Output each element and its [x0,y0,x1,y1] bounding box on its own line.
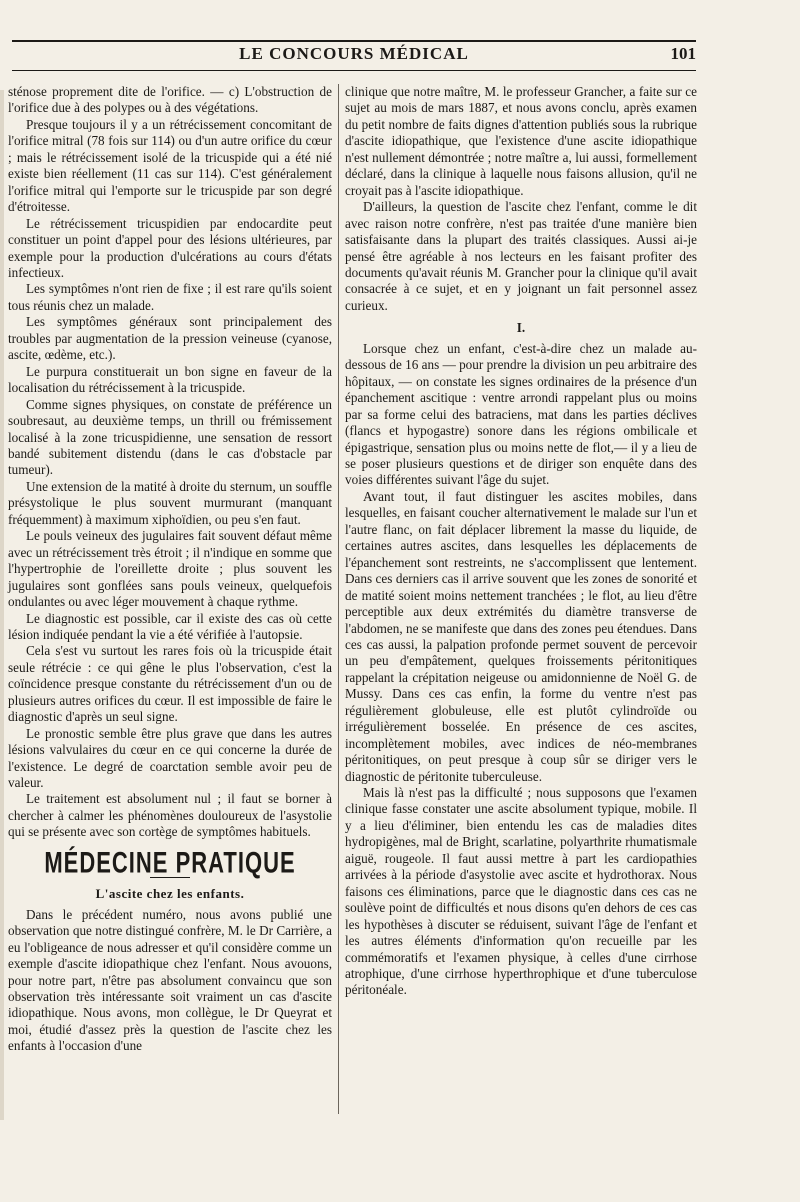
column-divider [338,84,339,1114]
paragraph: Presque toujours il y a un rétrécissement concomitant de l'orifice mitral (78 fois sur 114) ou d'un autre orifice du cœur ; mais le rétrécissement isolé de la tricuspide qui a été nié existe bien réellement (11 cas sur 114). C'est généralement l'orifice mitral qui l'emporte sur le tricuspide par son degré d'étroitesse. [8,116,332,215]
paragraph: Lorsque chez un enfant, c'est-à-dire chez un malade au-dessous de 16 ans — pour prendre la division un peu arbitraire des hôpitaux, — on constate les signes ordinaires de la présence d'un épanchement ascitique : ventre arrondi rappelant plus ou moins par sa forme celui des batraciens, mat dans les parties déclives (flancs et hypogastre) sonore dans les régions ombilicale et épigastrique, sensation plus ou moins nette de flot,— il y a lieu de se poser plusieurs questions et de diriger son enquête dans des voies différentes suivant l'âge du sujet. [345,340,697,488]
paragraph: Une extension de la matité à droite du sternum, un souffle présystolique le plus souvent murmurant (manquant fréquemment) à maximum xiphoïdien, ou peu s'en faut. [8,478,332,527]
paragraph: clinique que notre maître, M. le professeur Grancher, a faite sur ce sujet au mois de mars 1887, et nous avons conclu, après examen du petit nombre de faits dignes d'attention publiés sous la rubrique d'ascite idiopathique, que l'existence d'une ascite idiopathique n'est nullement démontrée ; notre maître a, lui aussi, formellement déclaré, dans la clinique à laquelle nous faisons allusion, qu'il ne croyait pas à l'ascite idiopathique. [345,84,697,198]
header-bottom-rule [12,70,696,71]
paragraph: Le rétrécissement tricuspidien par endocardite peut constituer un point d'appel pour des lésions ultérieures, par exemple pour la production d'ulcérations au cours d'états infectieux. [8,215,332,280]
right-column [345,84,697,999]
section-subtitle: L'ascite chez les enfants. [8,877,332,902]
paragraph: Le diagnostic est possible, car il existe des cas où cette lésion indiquée pendant la vie a été vérifiée à l'autopsie. [8,610,332,642]
paragraph: Comme signes physiques, on constate de préférence un soubresaut, au deuxième temps, un thrill ou frémissement localisé à la zone tricuspidienne, une sensation de ressort bandé subitement distendu (dans le cas d'obstacle par tumeur). [8,396,332,478]
journal-title: LE CONCOURS MÉDICAL [239,44,469,63]
section-number: I. [516,320,526,336]
paragraph: Cela s'est vu surtout les rares fois où la tricuspide était seule rétrécie : ce qui gêne le plus l'observation, c'est la coïncidence presque constante du rétrécissement d'un ou de plusieurs autres orifices du cœur. Il est impossible de faire le diagnostic d'après un seul signe. [8,643,332,725]
paragraph: D'ailleurs, la question de l'ascite chez l'enfant, comme le dit avec raison notre confrère, n'est pas traitée d'une manière bien satisfaisante dans la plupart des traités classiques. Aussi ai-je pensé être agréable à nos lecteurs en les faisant profiter des documents qu'avait réunis M. Grancher pour la clinique qu'il avait consacrée à ce sujet, et en y joignant un fait personnel assez curieux. [345,199,697,313]
section-title: MÉDECINE PRATIQUE [44,845,296,879]
paragraph: sténose proprement dite de l'orifice. — c) L'obstruction de l'orifice due à des polypes ou à des végétations. [8,84,332,116]
paragraph: Le pronostic semble être plus grave que dans les autres lésions valvulaires du cœur en ce qui concerne la durée de l'existence. Le degré de coarctation semble avoir peu de valeur. [8,725,332,791]
page-number: 101 [670,44,696,63]
paragraph: Dans le précédent numéro, nous avons publié une observation que notre distingué confrère, M. le Dr Carrière, a eu l'obligeance de nous adresser et qu'il considère comme un exemple d'ascite idiopathique chez l'enfant. Nous avouons, pour notre part, n'être pas absolument convaincu que son observation très intéressante soit vraiment un cas d'ascite idiopathique. Nous avons, mon collègue, le Dr Queyrat et moi, étudié d'assez près la question de l'ascite chez les enfants à l'occasion d'une [8,906,332,1054]
paragraph: Avant tout, il faut distinguer les ascites mobiles, dans lesquelles, en faisant coucher alternativement le malade sur l'un et l'autre flanc, on fait déplacer librement la masse du liquide, de certaines autres ascites, dans lesquelles les déplacements de l'épanchement sont restreints, ne s'accomplissent que lentement. Dans ces derniers cas il arrive souvent que les zones de sonorité et de matité soient moins nettement tranchées ; le flot, au lieu d'être perceptible aux deux extrémités du diamètre transverse de l'abdomen, ne se manifeste que dans des zones peu étendues. Dans ces cas aussi, la palpation profonde permet souvent de percevoir un peu d'empâtement, quelques froissements péritonitiques rappelant la crépitation neigeuse ou amidonnienne de Noël G. de Mussy. Dans ces cas enfin, la forme du ventre n'est pas régulièrement globuleuse, elle est plutôt cylindroïde ou irrégulièrement bosselée. En présence de ces ascites, incomplètement mobiles, avec indices de néo-membranes péritonitiques, on peut presque à coup sûr se diriger vers le diagnostic de péritonite tuberculeuse. [345,488,697,784]
binding-edge [0,90,4,1120]
paragraph: Mais là n'est pas la difficulté ; nous supposons que l'examen clinique fasse constater une ascite absolument typique, mobile. Il y a lieu d'éliminer, bien entendu les cas de maladies dites hydropigènes, mal de Bright, scarlatine, polyarthrite rhumatismale aiguë, rougeole. Il faut aussi mettre à part les cardiopathies arrivées à la période d'asystolie avec ascite et hydrothorax. Nous faisons ces éliminations, parce que le diagnostic dans ces cas ne soulève point de difficultés et nous disons qu'en dehors de ces cas les hypothèses à discuter se réduisent, suivant l'âge de l'enfant et les autres éléments d'information qu'on recueille par les commémoratifs et l'examen physique, à celles d'une cirrhose atrophique, d'une cirrhose hyperthrophique et d'une tuberculose péritonéale. [345,785,697,998]
page-header [12,44,696,68]
paragraph: Le pouls veineux des jugulaires fait souvent défaut même avec un rétrécissement très étroit ; il n'indique en somme que l'hypertrophie de l'oreillette droite ; plus souvent les jugulaires sont gonflées sans pouls veineux, quelquefois ondulantes ou avec léger mouvement à chaque rythme. [8,528,332,610]
left-column [8,84,332,1055]
header-top-rule [12,40,696,42]
paragraph: Le traitement est absolument nul ; il faut se borner à chercher à calmer les phénomènes douloureux de l'asystolie qui se présente avec son cortège de symptômes habituels. [8,791,332,840]
paragraph: Le purpura constituerait un bon signe en faveur de la localisation du rétrécissement à la tricuspide. [8,363,332,396]
paragraph: Les symptômes généraux sont principalement des troubles par augmentation de la pression veineuse (cyanose, ascite, œdème, etc.). [8,314,332,363]
paragraph: Les symptômes n'ont rien de fixe ; il est rare qu'ils soient tous réunis chez un malade. [8,281,332,313]
